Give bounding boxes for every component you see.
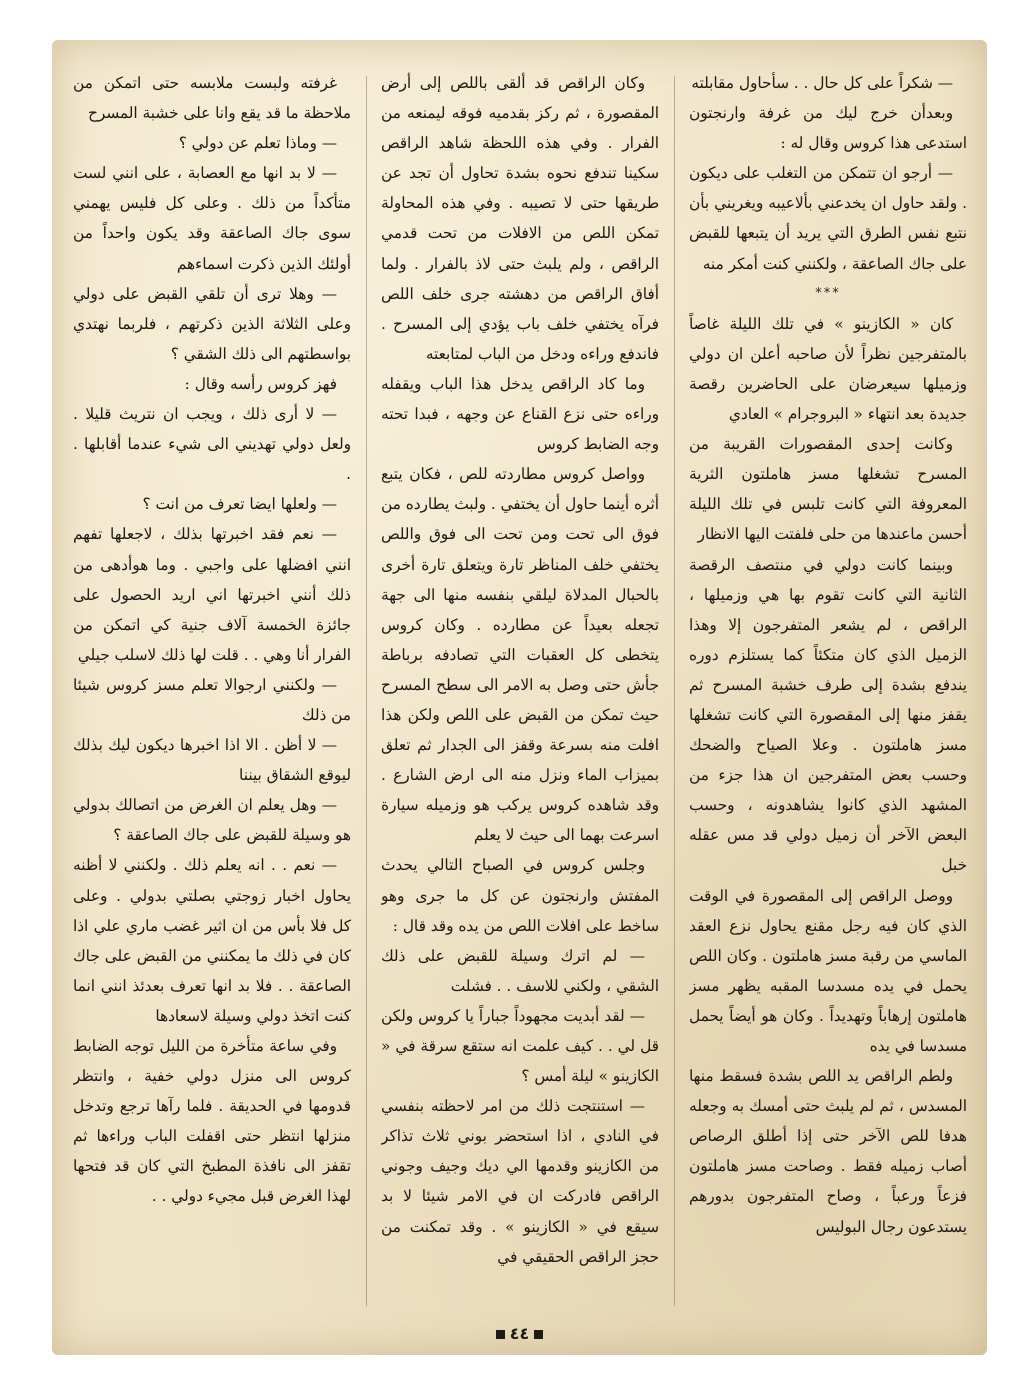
text-column-1 — [689, 68, 967, 1308]
paragraph: — وهل يعلم ان الغرض من اتصالك بدولي هو وسيلة للقبض على جاك الصاعقة ؟ — [73, 796, 351, 845]
paragraph: وكانت إحدى المقصورات القريبة من المسرح تشغلها مسز هاملتون الثرية المعروفة التي كانت تلبس في تلك الليلة أحسن ماعندها من حلى فلفتت اليها الانظار — [689, 435, 967, 544]
paragraph: — أرجو ان تتمكن من التغلب على ديكون . ولقد حاول ان يخدعني بألاعيبه ويغريني بأن نتبع نفس الطرق التي يريد أن يتبعها للقبض على جاك الصاعقة ، ولكنني كنت أمكر منه — [689, 164, 967, 273]
paragraph: وواصل كروس مطاردته للص ، فكان يتبع أثره أينما حاول أن يختفي . ولبث يطارده من فوق الى تحت ومن تحت الى فوق واللص يختفي خلف المناظر تارة ويتعلق تارة أخرى بالحبال المدلاة ليلقي بنفسه منها الى جهة تجعله بعيداً عن مطارده . وكان كروس يتخطى كل العقبات التي تصادفه برباطة جأش حتى وصل به الامر الى سطح المسرح حيث تمكن من القبض على اللص ولكن هذا افلت منه بسرعة وقفز الى الجدار ثم تعلق بميزاب الماء ونزل منه الى ارض الشارع . وقد شاهده كروس يركب هو وزميله سيارة اسرعت بهما الى حيث لا يعلم — [381, 465, 659, 845]
square-ornament-icon — [534, 1330, 543, 1339]
paragraph: — ولكنني ارجوالا تعلم مسز كروس شيئا من ذلك — [73, 675, 351, 724]
page-number — [52, 1324, 987, 1343]
paragraph: — وماذا تعلم عن دولي ؟ — [178, 134, 337, 153]
paragraph: وما كاد الراقص يدخل هذا الباب ويقفله وراءه حتى نزع القناع عن وجهه ، فبدا تحته وجه الضابط كروس — [381, 374, 659, 454]
paragraph: وبعدأن خرج ليك من غرفة وارنجتون استدعى هذا كروس وقال له : — [689, 104, 967, 153]
paragraph: — استنتجت ذلك من امر لاحظته بنفسي في النادي ، اذا استحضر بوني ثلاث تذاكر من الكازينو وقدمها الي ديك وجيف وجوني الراقص فادركت ان في الامر شيئا لا بد سيقع في « الكازينو » . وقد تمكنت من حجز الراقص الحقيقي في — [381, 1097, 659, 1266]
square-ornament-icon — [496, 1330, 505, 1339]
section-separator: *** — [815, 285, 841, 301]
paragraph: — ولعلها ايضا تعرف من انت ؟ — [142, 495, 337, 514]
paragraph: وبينما كانت دولي في منتصف الرقصة الثانية التي كانت تقوم بها هي وزميلها ، الراقص ، لم يشعر المتفرجون إلا وهذا الزميل الذي كان متكئاً كما يستلزم دوره يندفع بشدة إلى طرف خشبة المسرح ثم يقفز منها إلى المقصورة التي كانت تشغلها مسز هاملتون . وعلا الصياح والضحك وحسب بعض المتفرجين ان هذا جزء من المشهد الذي كانوا يشاهدونه ، وحسب البعض الآخر أن زميل دولي قد مس عقله خبل — [689, 555, 967, 875]
paragraph: — لا أظن . الا اذا اخبرها ديكون ليك بذلك ليوقع الشقاق بيننا — [73, 736, 351, 785]
paragraph: — وهلا ترى أن تلقي القبض على دولي وعلى الثلاثة الذين ذكرتهم ، فلربما نهتدي بواسطتهم الى ذلك الشقي ؟ — [73, 284, 351, 363]
paragraph: — شكراً على كل حال . . سأحاول مقابلته — [691, 74, 953, 92]
paragraph: كان « الكازينو » في تلك الليلة غاصاً بالمتفرجين نظراً لأن صاحبه أعلن ان دولي وزميلها سيعرضان على الحاضرين رقصة جديدة بعد انتهاء « البروجرام » العادي — [689, 314, 967, 424]
paragraph: — نعم . . انه يعلم ذلك . ولكنني لا أظنه يحاول اخبار زوجتي بصلتي بدولي . وعلى كل فلا بأس من ان اثير غضب ماري علي اذا كان في ذلك ما يمكنني من القبض على جاك الصاعقة . . فلا بد انها تعرف بعدئذ انني انما كنت اتخذ دولي وسيلة لاسعادها — [73, 856, 351, 1025]
paragraph: — لم اترك وسيلة للقبض على ذلك الشقي ، ولكني للاسف . . فشلت — [381, 946, 659, 995]
paragraph: غرفته ولبست ملابسه حتى اتمكن من ملاحظة ما قد يقع وانا على خشبة المسرح — [73, 74, 351, 123]
paragraph: وفي ساعة متأخرة من الليل توجه الضابط كروس الى منزل دولي خفية ، وانتظر قدومها في الحديقة . فلما رآها ترجع وتدخل منزلها انتظر حتى اقفلت الباب وراءها ثم تقفز الى نافذة المطبخ التي كان قد فتحها لهذا الغرض قبل مجيء دولي . . — [73, 1037, 351, 1206]
paragraph: — لقد أبديت مجهوداً جباراً يا كروس ولكن قل لي . . كيف علمت انه ستقع سرقة في « الكازينو » ليلة أمس ؟ — [381, 1006, 659, 1086]
paragraph: وكان الراقص قد ألقى باللص إلى أرض المقصورة ، ثم ركز بقدميه فوقه ليمنعه من الفرار . وفي هذه اللحظة شاهد الراقص سكينا تندفع نحوه بشدة تحاول أن تجد عن طريقها حتى لا تصيبه . وفي هذه المحاولة تمكن اللص من الافلات من تحت قدمي الراقص ، ولم يلبث حتى لاذ بالفرار . ولما أفاق الراقص من دهشته جرى خلف اللص فرآه يختفي خلف باب يؤدي إلى المسرح . فاندفع وراءه ودخل من الباب لمتابعته — [381, 74, 659, 363]
paragraph: ووصل الراقص إلى المقصورة في الوقت الذي كان فيه رجل مقنع يحاول نزع العقد الماسي من رقبة مسز هاملتون . وكان اللص يحمل في يده مسدسا المقبه يظهر مسز هاملتون إرهاباً وتهديداً . وكان هو أيضاً يحمل مسدسا في يده — [689, 886, 967, 1055]
paragraph: — لا أرى ذلك ، ويجب ان نتريث قليلا . ولعل دولي تهديني الى شيء عندما أقابلها . . — [73, 405, 351, 484]
paragraph: وجلس كروس في الصباح التالي يحدث المفتش وارنجتون عن كل ما جرى وهو ساخط على افلات اللص من يده وقد قال : — [381, 856, 659, 935]
text-column-2 — [381, 68, 659, 1308]
page-number-text: ٤٤ — [509, 1324, 530, 1343]
paragraph: — نعم فقد اخبرتها بذلك ، لاجعلها تفهم انني افضلها على واجبي . وما هوأدهى من ذلك أنني اخبرتها اني اريد الحصول على جائزة الخمسة آلاف جنية كي اتمكن من الفرار أنا وهي . . قلت لها ذلك لاسلب جيلي — [73, 525, 351, 664]
column-divider — [366, 76, 367, 1306]
text-column-3 — [73, 68, 351, 1308]
paragraph: ولطم الراقص يد اللص بشدة فسقط منها المسدس ، ثم لم يلبث حتى أمسك به وجعله هدفا للص الآخر حتى إذا أطلق الرصاص أصاب زميله فقط . وصاحت مسز هاملتون فزعاً ورعباً ، وصاح المتفرجون بدورهم يستدعون رجال البوليس — [689, 1067, 967, 1236]
paragraph: فهز كروس رأسه وقال : — [184, 374, 337, 393]
column-divider — [674, 76, 675, 1306]
paragraph: — لا بد انها مع العصابة ، على انني لست متأكداً من ذلك . وعلى كل فليس يهمني سوى جاك الصاعقة وقد يكون واحداً من أولئك الذين ذكرت اسماءهم — [73, 164, 351, 273]
magazine-page — [52, 40, 987, 1355]
